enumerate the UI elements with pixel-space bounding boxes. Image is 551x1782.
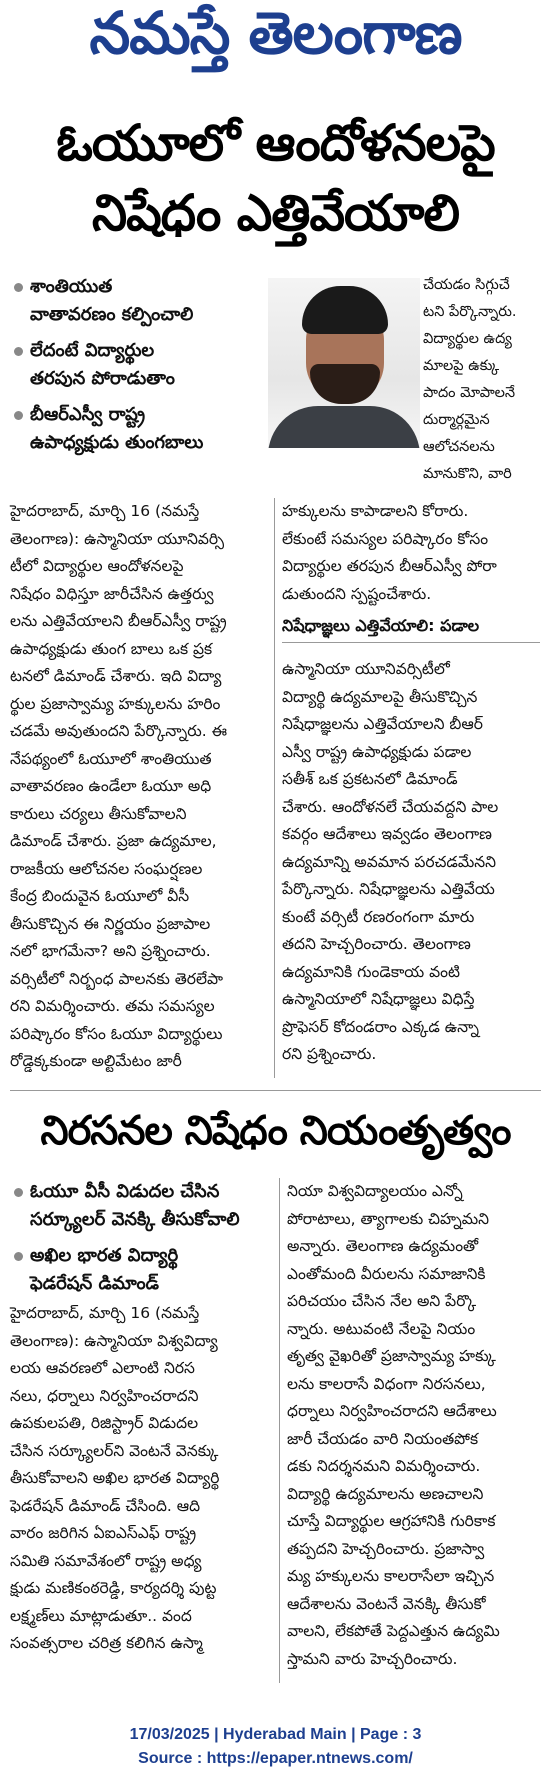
article-1-subheading: నిషేధాజ్ఞలు ఎత్తివేయాలి: పడాల bbox=[282, 616, 480, 635]
article-1-left-body: హైదరాబాద్, మార్చి 16 (నమస్తే తెలంగాణ): ఉస్మానియా యూనివర్సి టీలో విద్యార్థుల ఆందోళనలపై నిషేధం విధిస్తూ జారీచేసిన ఉత్తర్వు లను ఎత్తివేయాలని బీఆర్ఎస్వీ రాష్ట్ర ఉపాధ్యక్షుడు తుంగ బాలు ఒక ప్రక టనలో డిమాండ్ చేశారు. ఇది విద్యా ర్థుల ప్రజాస్వామ్య హక్కులను హరిం చడమే అవుతుందని పేర్కొన్నారు. ఈ నేపథ్యంలో ఓయూలో శాంతియుత వాతావరణం ఉండేలా ఓయూ అధి కారులు చర్యలు తీసుకోవాలని డిమాండ్ చేశారు. ప్రజా ఉద్యమాల, రాజకీయ ఆలోచనల సంఘర్షణల కేంద్ర బిందువైన ఓయూలో వీసీ తీసుకొచ్చిన ఈ నిర్ణయం ప్రజాపాల నలో భాగమేనా? అని ప్రశ్నించారు. వర్సిటీలో నిర్బంధ పాలనకు తెరలేపా రని విమర్శించారు. తమ సమస్యల పరిష్కారం కోసం ఓయూ విద్యార్థులు రోడ్డెక్కకుండా అల్టిమేటం జారీ bbox=[10, 502, 228, 1070]
article-1-headline-line-2: నిషేధం ఎత్తివేయాలి bbox=[91, 184, 459, 242]
bullet-item: అఖిల భారత విద్యార్థి ఫెడరేషన్ డిమాండ్ bbox=[10, 1242, 280, 1298]
column-divider bbox=[279, 1178, 280, 1683]
footer-edition-info: 17/03/2025 | Hyderabad Main | Page : 3 bbox=[129, 1726, 422, 1743]
article-separator bbox=[10, 1090, 541, 1091]
article-2-headline: నిరసనల నిషేధం నియంతృత్వం bbox=[40, 1108, 511, 1154]
article-2-right-body: నియా విశ్వవిద్యాలయం ఎన్నో పోరాటాలు, త్యాగాలకు చిహ్నమని అన్నారు. తెలంగాణ ఉద్యమంతో ఎంతోమంది వీరులను సమాజానికి పరిచయం చేసిన నేల అని పేర్కొ న్నారు. అటువంటి నేలపై నియం తృత్వ వైఖరితో ప్రజాస్వామ్య హక్కు లను కాలరాసే విధంగా నిరసనలు, ధర్నాలు నిర్వహించరాదని ఆదేశాలు జారీ చేయడం వారి నియంతపోక డకు నిదర్శనమని విమర్శించారు. విద్యార్థి ఉద్యమాలను అణచాలని చూస్తే విద్యార్థుల ఆగ్రహానికి గురికాక తప్పదని హెచ్చరించారు. ప్రజాస్వా మ్య హక్కులను కాలరాసేలా ఇచ్చిన ఆదేశాలను వెంటనే వెనక్కి తీసుకో వాలని, లేకపోతే పెద్దఎత్తున ఉద్యమి స్తామని వారు హెచ్చరించారు. bbox=[287, 1182, 500, 1668]
article-1-right-continuation: హక్కులను కాపాడాలని కోరారు. లేకుంటే సమస్యల పరిష్కారం కోసం విద్యార్థుల తరపున బీఆర్ఎస్వీ పోరా డుతుందని స్పష్టంచేశారు. bbox=[282, 502, 497, 603]
bullet-item: శాంతియుత వాతావరణం కల్పించాలి bbox=[10, 273, 260, 329]
bullet-item: ఓయూ వీసీ విడుదల చేసిన సర్క్యూలర్ వెనక్కి తీసుకోవాలి bbox=[10, 1178, 280, 1234]
article-1-right-body-2: ఉస్మానియా యూనివర్సిటీలో విద్యార్థి ఉద్యమాలపై తీసుకొచ్చిన నిషేధాజ్ఞలను ఎత్తివేయాలని బీఆర్ ఎస్వీ రాష్ట్ర ఉపాధ్యక్షుడు పడాల సతీశ్ ఒక ప్రకటనలో డిమాండ్ చేశారు. ఆందోళనలే చేయవద్దని పాల కవర్గం ఆదేశాలు ఇవ్వడం తెలంగాణ ఉద్యమాన్ని అవమాన పరచడమేనని పేర్కొన్నారు. నిషేధాజ్ఞలను ఎత్తివేయ కుంటే వర్సిటీ రణరంగంగా మారు తదని హెచ్చరించారు. తెలంగాణ ఉద్యమానికి గుండెకాయ వంటి ఉస్మానియాలో నిషేధాజ్ఞలు విధిస్తే ప్రొఫెసర్ కోదండరాం ఎక్కడ ఉన్నా రని ప్రశ్నించారు. bbox=[282, 660, 499, 1063]
author-photo bbox=[268, 278, 420, 448]
article-1-headline-line-1: ఓయూలో ఆందోళనలపై bbox=[56, 114, 495, 172]
subheading-rule bbox=[282, 642, 540, 643]
masthead-logo: నమస్తే తెలంగాణ bbox=[89, 0, 462, 67]
bullet-item: లేదంటే విద్యార్థుల తరపున పోరాడుతాం bbox=[10, 337, 260, 393]
footer-source-link[interactable]: Source : https://epaper.ntnews.com/ bbox=[138, 1750, 413, 1767]
article-1-right-column-top: చేయడం సిగ్గుచే టని పేర్కొన్నారు. విద్యార్థుల ఉద్య మాలపై ఉక్కు పాదం మోపాలనే దుర్మార్గమైన ఆలోచనలను మానుకొని, వారి bbox=[423, 277, 517, 482]
article-1-bullet-list bbox=[10, 273, 260, 465]
bullet-item: బీఆర్ఎస్వీ రాష్ట్ర ఉపాధ్యక్షుడు తుంగబాలు bbox=[10, 401, 260, 457]
article-2-bullet-list bbox=[10, 1178, 280, 1306]
column-divider bbox=[274, 498, 275, 1078]
article-2-left-body: హైదరాబాద్, మార్చి 16 (నమస్తే తెలంగాణ): ఉస్మానియా విశ్వవిద్యా లయ ఆవరణలో ఎలాంటి నిరస నలు, ధర్నాలు నిర్వహించరాదని ఉపకులపతి, రిజిస్ట్రార్ విడుదల చేసిన సర్క్యూలర్‌ని వెంటనే వెనక్కు తీసుకోవాలని అఖిల భారత విద్యార్థి ఫెడరేషన్ డిమాండ్ చేసింది. ఆది వారం జరిగిన ఏఐఎస్ఎఫ్ రాష్ట్ర సమితి సమావేశంలో రాష్ట్ర అధ్య క్షుడు మణికంఠరెడ్డి, కార్యదర్శి పుట్ట లక్ష్మణ్‌లు మాట్లాడుతూ.. వంద సంవత్సరాల చరిత్ర కలిగిన ఉస్మా bbox=[10, 1304, 220, 1652]
